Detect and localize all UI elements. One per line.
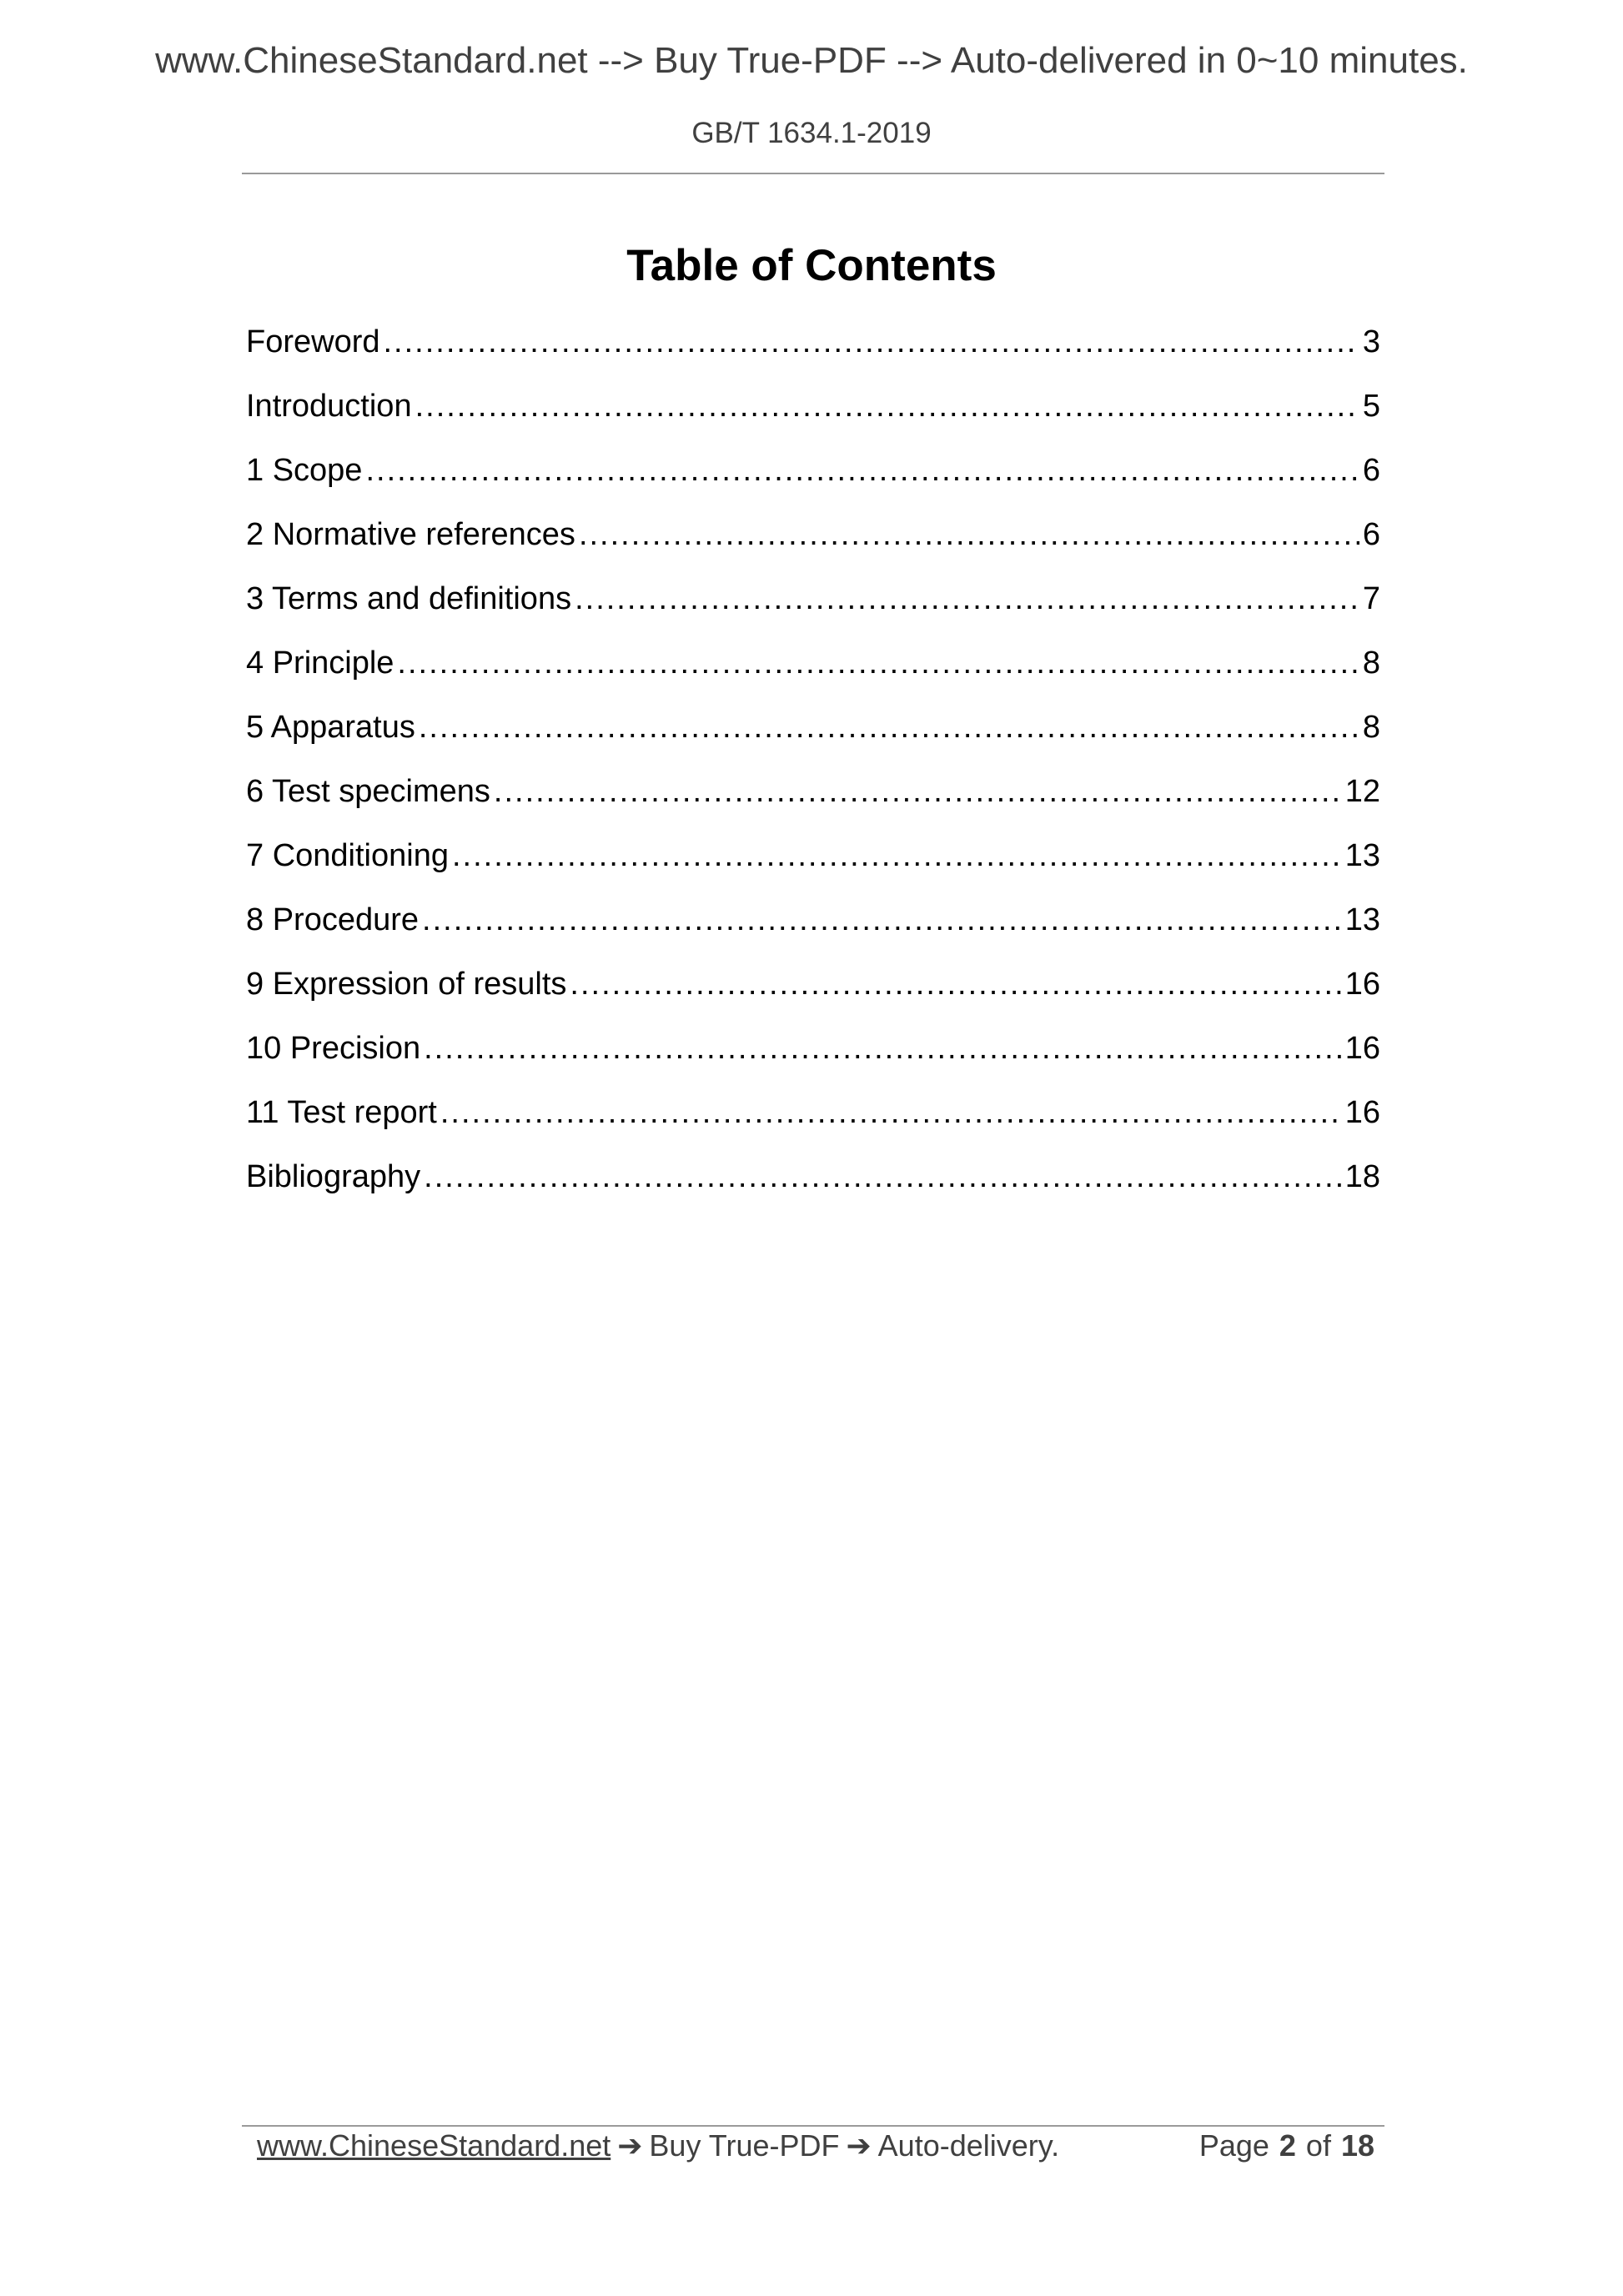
toc-entry-foreword[interactable] (246, 319, 1380, 383)
toc-entry-test-report[interactable] (246, 1089, 1380, 1153)
dot-leader (422, 897, 1342, 943)
footer-divider (242, 2125, 1384, 2127)
page-footer (257, 2128, 1374, 2175)
toc-entry-page: 8 (1362, 710, 1380, 745)
of-word: of (1305, 2128, 1331, 2163)
toc-entry-bibliography[interactable] (246, 1153, 1380, 1218)
toc-entry-conditioning[interactable] (246, 832, 1380, 897)
toc-entry-page: 12 (1344, 774, 1380, 809)
toc-entry-page: 16 (1344, 967, 1380, 1002)
footer-promo (257, 2128, 1059, 2163)
toc-entry-page: 3 (1362, 324, 1380, 359)
toc-entry-page: 13 (1344, 902, 1380, 937)
toc-entry-page: 18 (1344, 1159, 1380, 1194)
toc-entry-page: 6 (1362, 517, 1380, 552)
page-word: Page (1198, 2128, 1269, 2163)
toc-entry-page: 16 (1344, 1095, 1380, 1130)
dot-leader (397, 640, 1359, 686)
footer-delivery-text: Auto-delivery. (877, 2128, 1060, 2163)
toc-entry-label: 9 Expression of results (246, 967, 567, 1002)
toc-entry-principle[interactable] (246, 640, 1380, 704)
header-banner: www.ChineseStandard.net --> Buy True-PDF --> Auto-delivered in 0~10 minutes. (155, 40, 1468, 81)
toc-entry-page: 5 (1362, 389, 1380, 424)
dot-leader (415, 383, 1359, 430)
toc-entry-page: 7 (1362, 581, 1380, 616)
toc-entry-page: 8 (1362, 646, 1380, 681)
dot-leader (440, 1089, 1342, 1136)
toc-entry-apparatus[interactable] (246, 704, 1380, 768)
table-of-contents (246, 319, 1380, 1218)
toc-entry-procedure[interactable] (246, 897, 1380, 961)
dot-leader (419, 704, 1359, 751)
toc-entry-label: 3 Terms and definitions (246, 581, 572, 616)
toc-entry-label: 5 Apparatus (246, 710, 415, 745)
dot-leader (384, 319, 1359, 365)
toc-entry-terms-and-definitions[interactable] (246, 575, 1380, 640)
dot-leader (424, 1025, 1342, 1072)
toc-entry-page: 13 (1344, 838, 1380, 873)
toc-entry-label: Introduction (246, 389, 412, 424)
toc-entry-introduction[interactable] (246, 383, 1380, 447)
toc-entry-label: 6 Test specimens (246, 774, 490, 809)
dot-leader (365, 447, 1359, 494)
dot-leader (494, 768, 1342, 815)
toc-entry-precision[interactable] (246, 1025, 1380, 1089)
toc-entry-page: 16 (1344, 1031, 1380, 1066)
dot-leader (570, 961, 1341, 1007)
dot-leader (575, 575, 1359, 622)
toc-entry-test-specimens[interactable] (246, 768, 1380, 832)
page-indicator (1199, 2128, 1374, 2163)
footer-site-link[interactable]: www.ChineseStandard.net (257, 2128, 611, 2163)
dot-leader (424, 1153, 1342, 1200)
footer-buy-text: Buy True-PDF (649, 2128, 840, 2163)
toc-entry-expression-of-results[interactable] (246, 961, 1380, 1025)
document-code: GB/T 1634.1-2019 (691, 117, 932, 149)
header-divider (242, 173, 1384, 174)
current-page-number: 2 (1279, 2128, 1296, 2163)
arrow-right-icon: ➔ (617, 2128, 643, 2163)
toc-entry-label: Foreword (246, 324, 380, 359)
arrow-right-icon: ➔ (846, 2128, 872, 2163)
toc-entry-label: 10 Precision (246, 1031, 421, 1066)
toc-entry-label: Bibliography (246, 1159, 421, 1194)
toc-entry-page: 6 (1362, 453, 1380, 488)
toc-entry-label: 2 Normative references (246, 517, 575, 552)
toc-entry-normative-references[interactable] (246, 511, 1380, 575)
toc-entry-label: 11 Test report (246, 1095, 437, 1130)
toc-entry-scope[interactable] (246, 447, 1380, 511)
toc-entry-label: 7 Conditioning (246, 838, 449, 873)
toc-entry-label: 1 Scope (246, 453, 363, 488)
dot-leader (579, 511, 1359, 558)
total-page-number: 18 (1340, 2128, 1374, 2163)
dot-leader (452, 832, 1342, 879)
toc-entry-label: 4 Principle (246, 646, 394, 681)
toc-entry-label: 8 Procedure (246, 902, 420, 937)
toc-title: Table of Contents (626, 241, 997, 290)
